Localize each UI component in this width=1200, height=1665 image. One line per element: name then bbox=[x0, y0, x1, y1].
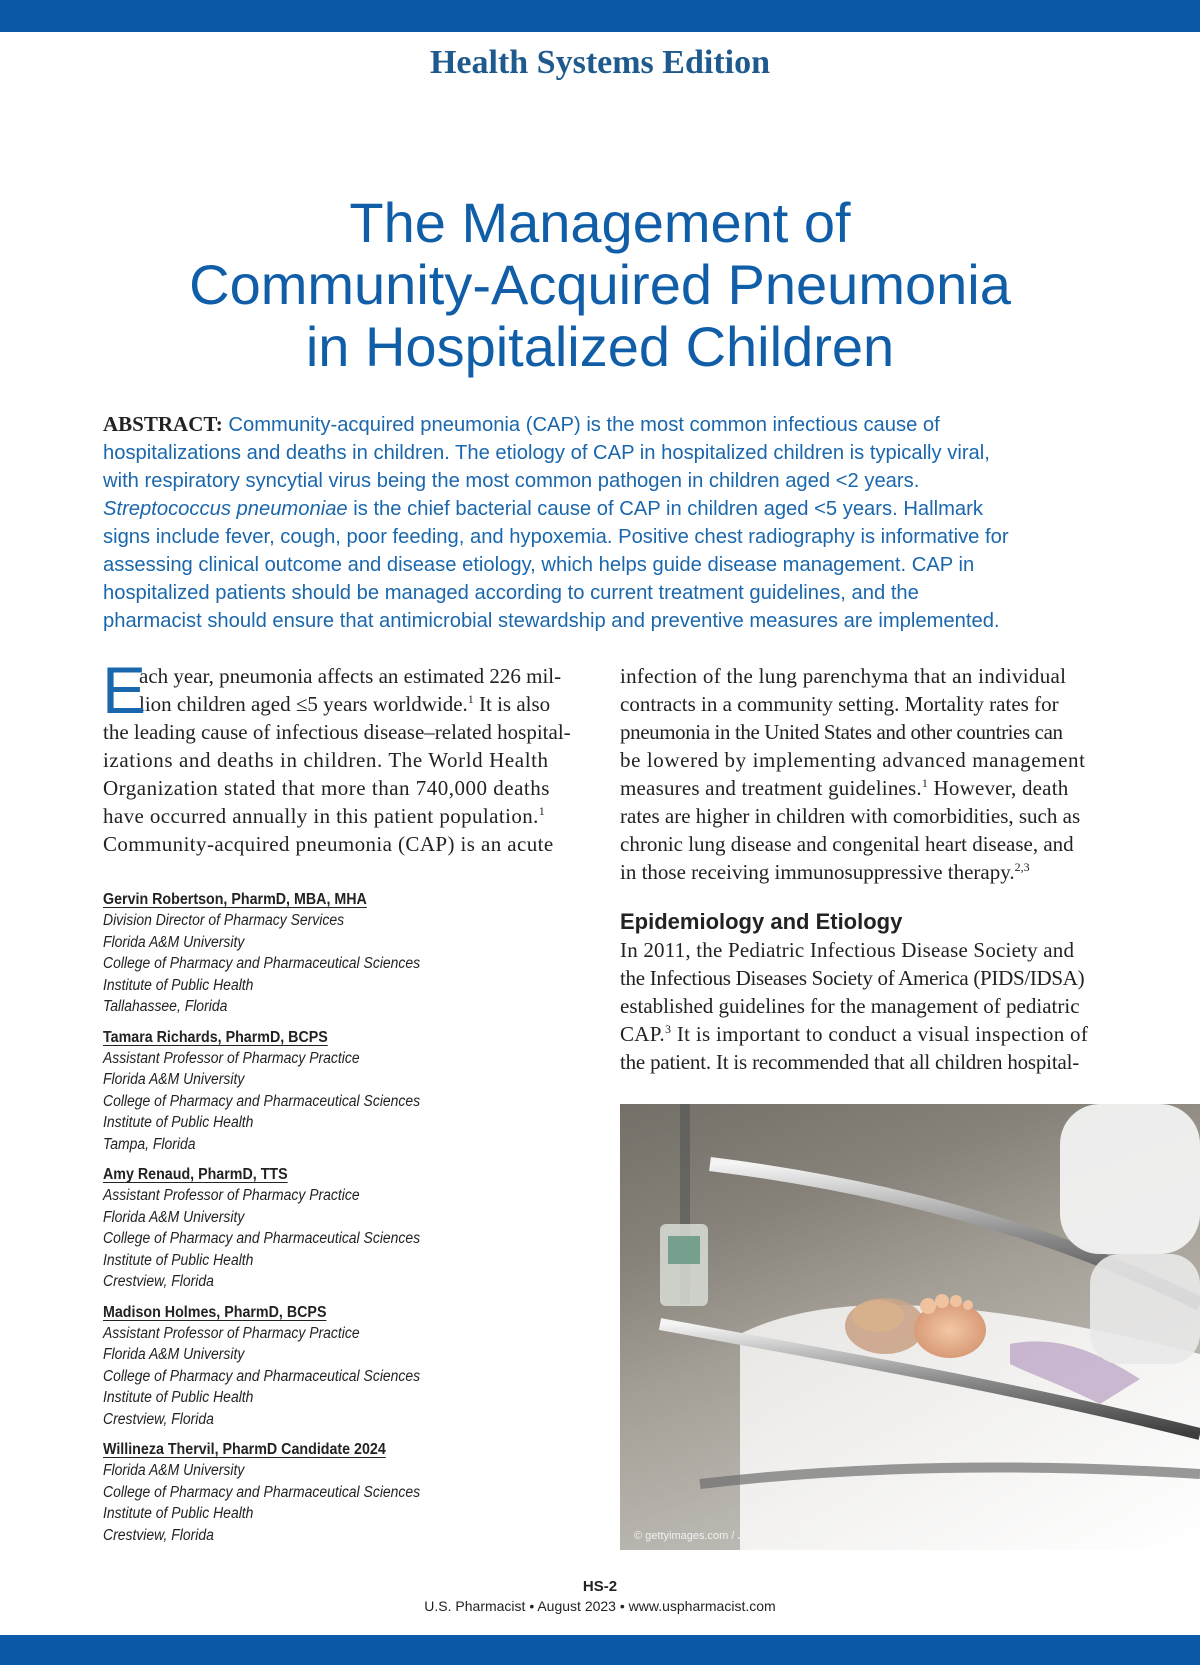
edition-header: Health Systems Edition bbox=[429, 44, 771, 81]
author-affiliation: Florida A&M University bbox=[103, 1208, 245, 1226]
body-line: have occurred annually in this patient population.$^1$ bbox=[103, 804, 546, 828]
author-name: Amy Renaud, PharmD, TTS bbox=[103, 1166, 288, 1183]
abstract-text: is the chief bacterial cause of CAP in children aged <5 years. Hallmark bbox=[347, 498, 983, 520]
author-block bbox=[103, 1303, 563, 1431]
author-name: Tamara Richards, PharmD, BCPS bbox=[103, 1028, 328, 1046]
author-affiliation: Tallahassee, Florida bbox=[103, 998, 228, 1015]
author-affiliation: Florida A&M University bbox=[103, 933, 245, 951]
body-line: CAP.$^3$ It is important to conduct a visual inspection of bbox=[620, 1022, 1089, 1046]
body-line: contracts in a community setting. Mortality rates for bbox=[620, 692, 1059, 716]
publication-info: U.S. Pharmacist • August 2023 • www.uspharmacist.com bbox=[424, 1598, 776, 1614]
author-affiliation: College of Pharmacy and Pharmaceutical Sciences bbox=[103, 1230, 421, 1247]
article-title bbox=[100, 192, 1100, 378]
author-affiliation: Assistant Professor of Pharmacy Practice bbox=[103, 1049, 360, 1067]
top-brand-bar bbox=[0, 0, 1200, 32]
author-affiliation: College of Pharmacy and Pharmaceutical Sciences bbox=[103, 1367, 421, 1385]
photo-illustration bbox=[620, 1104, 1200, 1550]
title-line: in Hospitalized Children bbox=[305, 315, 895, 378]
abstract-text: Community-acquired pneumonia (CAP) is the most common infectious cause of bbox=[228, 414, 940, 436]
author-name: Willineza Thervil, PharmD Candidate 2024 bbox=[103, 1441, 386, 1458]
author-affiliation: Florida A&M University bbox=[103, 1462, 245, 1479]
title-line: Community-Acquired Pneumonia bbox=[189, 253, 1011, 316]
author-affiliation: Institute of Public Health bbox=[103, 1114, 254, 1131]
author-block bbox=[103, 890, 563, 1018]
body-column-right bbox=[620, 662, 1098, 1076]
body-line: Organization stated that more than 740,000 deaths bbox=[103, 776, 550, 800]
abstract-species: Streptococcus pneumoniae bbox=[103, 498, 348, 520]
body-line: established guidelines for the management of pediatric bbox=[620, 994, 1080, 1018]
citation-ref: 2,3 bbox=[1014, 860, 1030, 874]
author-affiliation: College of Pharmacy and Pharmaceutical Sciences bbox=[103, 1092, 421, 1110]
abstract bbox=[103, 410, 1103, 635]
section-heading: Epidemiology and Etiology bbox=[620, 909, 903, 934]
body-line: lion children aged ≤5 years worldwide.$^1$ It is also bbox=[139, 692, 551, 716]
body-line: In 2011, the Pediatric Infectious Disease Society and bbox=[620, 938, 1075, 962]
citation-ref: 1 bbox=[538, 804, 546, 818]
author-affiliation: Institute of Public Health bbox=[103, 1251, 254, 1269]
abstract-text: pharmacist should ensure that antimicrobial stewardship and preventive measures are implemented. bbox=[103, 610, 1000, 632]
author-affiliation: Crestview, Florida bbox=[103, 1526, 214, 1544]
abstract-label: ABSTRACT: bbox=[103, 412, 223, 436]
body-line: ach year, pneumonia affects an estimated 226 mil- bbox=[139, 664, 562, 688]
author-affiliation: Crestview, Florida bbox=[103, 1410, 214, 1428]
body-line: the leading cause of infectious disease–related hospital- bbox=[103, 720, 571, 744]
body-line: be lowered by implementing advanced management bbox=[620, 748, 1086, 772]
body-line: the Infectious Diseases Society of America (PIDS/IDSA) bbox=[620, 966, 1085, 990]
author-affiliation: Florida A&M University bbox=[103, 1071, 245, 1088]
bottom-brand-bar bbox=[0, 1635, 1200, 1665]
abstract-text: hospitalizations and deaths in children. The etiology of CAP in hospitalized children is typically viral, bbox=[103, 442, 990, 464]
author-affiliation: Institute of Public Health bbox=[103, 1505, 254, 1522]
body-line: Community-acquired pneumonia (CAP) is an acute bbox=[103, 832, 554, 856]
citation-ref: 1 bbox=[467, 692, 474, 706]
hospital-bed-photo bbox=[620, 1104, 1200, 1550]
abstract-text: with respiratory syncytial virus being the most common pathogen in children aged <2 years. bbox=[103, 470, 920, 492]
body-line: chronic lung disease and congenital heart disease, and bbox=[620, 832, 1074, 856]
page-number: HS-2 bbox=[582, 1578, 618, 1595]
body-line: infection of the lung parenchyma that an individual bbox=[620, 664, 1067, 688]
abstract-text: hospitalized patients should be managed according to current treatment guidelines, and the bbox=[103, 582, 919, 604]
author-affiliation: Division Director of Pharmacy Services bbox=[103, 912, 345, 929]
author-block bbox=[103, 1440, 563, 1546]
photo-credit: © gettyimages.com / JobsonHealthcare bbox=[634, 1530, 827, 1542]
body-line: in those receiving immunosuppressive therapy.$^{2,3}$ bbox=[620, 860, 1030, 884]
body-line: rates are higher in children with comorbidities, such as bbox=[620, 804, 1081, 828]
body-line: izations and deaths in children. The World Health bbox=[103, 748, 549, 772]
author-affiliation: Crestview, Florida bbox=[103, 1273, 214, 1290]
abstract-text: assessing clinical outcome and disease etiology, which helps guide disease management. CAP in bbox=[103, 554, 975, 576]
author-name: Madison Holmes, PharmD, BCPS bbox=[103, 1303, 327, 1321]
author-affiliation: Tampa, Florida bbox=[103, 1135, 196, 1153]
abstract-text: signs include fever, cough, poor feeding, and hypoxemia. Positive chest radiography is informative for bbox=[103, 526, 1009, 548]
author-block bbox=[103, 1165, 563, 1293]
body-column-left bbox=[102, 653, 581, 858]
author-affiliation: Institute of Public Health bbox=[103, 976, 254, 994]
body-line: the patient. It is recommended that all children hospital- bbox=[620, 1050, 1080, 1074]
body-line: pneumonia in the United States and other countries can bbox=[620, 720, 1063, 744]
author-block bbox=[103, 1028, 563, 1156]
title-line: The Management of bbox=[349, 191, 851, 254]
author-affiliation: Assistant Professor of Pharmacy Practice bbox=[103, 1324, 360, 1342]
author-affiliation: College of Pharmacy and Pharmaceutical Sciences bbox=[103, 1483, 421, 1501]
drop-cap: E bbox=[102, 653, 147, 727]
body-line: measures and treatment guidelines.$^1$ However, death bbox=[620, 776, 1069, 800]
author-affiliation: Florida A&M University bbox=[103, 1346, 245, 1363]
author-list bbox=[103, 890, 563, 1556]
author-affiliation: Institute of Public Health bbox=[103, 1389, 254, 1406]
author-name: Gervin Robertson, PharmD, MBA, MHA bbox=[103, 891, 367, 908]
citation-ref: 1 bbox=[921, 776, 929, 790]
citation-ref: 3 bbox=[664, 1022, 672, 1036]
author-affiliation: College of Pharmacy and Pharmaceutical Sciences bbox=[103, 955, 421, 972]
author-affiliation: Assistant Professor of Pharmacy Practice bbox=[103, 1187, 360, 1204]
